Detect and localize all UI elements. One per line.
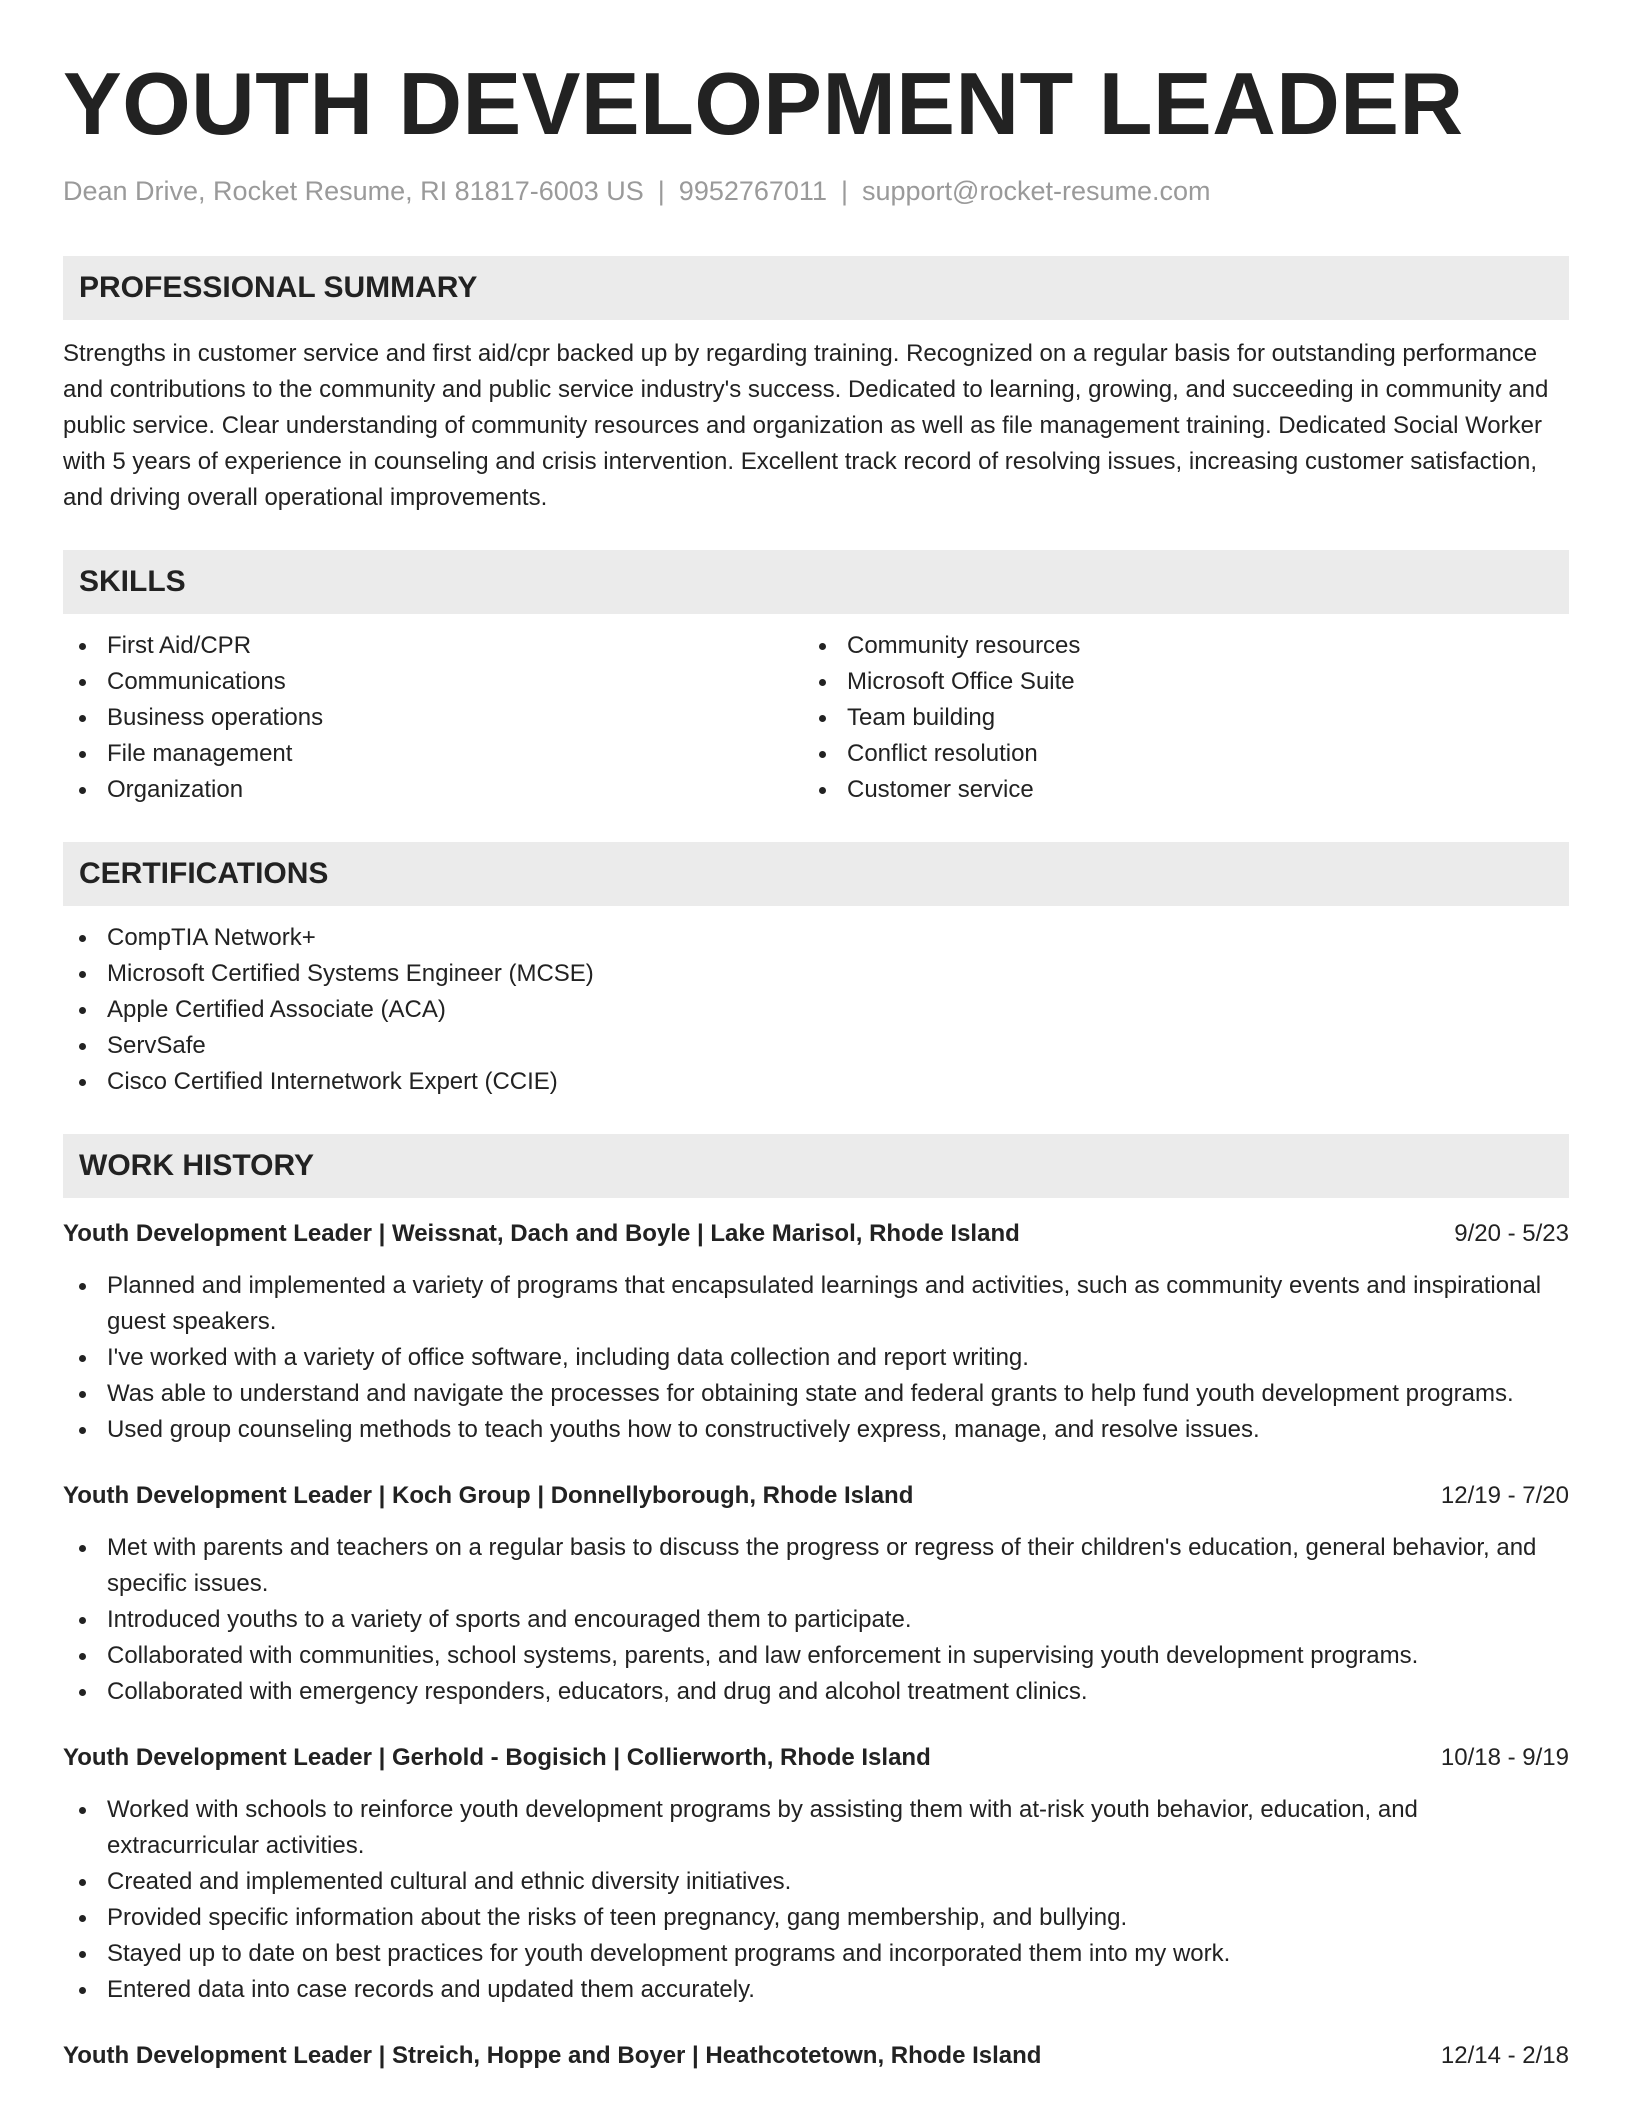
job-title: Youth Development Leader | Koch Group | Donnellyborough, Rhode Island: [63, 1482, 914, 1509]
job-entry: [63, 2038, 1569, 2074]
job-title: Youth Development Leader | Weissnat, Dach and Boyle | Lake Marisol, Rhode Island: [63, 1220, 1020, 1247]
contact-line: [63, 174, 1569, 208]
job-dates: 12/19 - 7/20: [1440, 1482, 1569, 1509]
contact-separator: |: [840, 176, 848, 206]
job-dates: 9/20 - 5/23: [1454, 1220, 1569, 1247]
skill-item: Communications: [63, 664, 803, 700]
summary-text: Strengths in customer service and first aid/cpr backed up by regarding training. Recognized on a regular basis for outstanding performance and contributions to the community and public service industry's success. Dedicated to learning, growing, and succeeding in community and public service. Clear understanding of community resources and organization as well as file management training. Dedicated Social Worker with 5 years of experience in counseling and crisis intervention. Excellent track record of resolving issues, increasing customer satisfaction, and driving overall operational improvements.: [63, 340, 1549, 511]
certifications-heading: CERTIFICATIONS: [63, 842, 1569, 906]
job-bullet: Entered data into case records and updated them accurately.: [63, 1972, 1569, 2008]
job-entry: [63, 1740, 1569, 2008]
job-bullet: Planned and implemented a variety of programs that encapsulated learnings and activities, such as community events and inspirational guest speakers.: [63, 1268, 1569, 1340]
job-header: [63, 1216, 1569, 1252]
job-bullets: [63, 1792, 1569, 2008]
skill-item: Community resources: [803, 628, 1543, 664]
job-bullet: Met with parents and teachers on a regular basis to discuss the progress or regress of their children's education, general behavior, and specific issues.: [63, 1530, 1569, 1602]
job-bullet: Collaborated with emergency responders, educators, and drug and alcohol treatment clinics.: [63, 1674, 1569, 1710]
job-header: [63, 1478, 1569, 1514]
job-bullets: [63, 1530, 1569, 1710]
job-bullet: Provided specific information about the risks of teen pregnancy, gang membership, and bullying.: [63, 1900, 1569, 1936]
contact-phone: 9952767011: [678, 176, 827, 206]
job-bullet: Worked with schools to reinforce youth development programs by assisting them with at-risk youth behavior, education, and extracurricular activities.: [63, 1792, 1569, 1864]
job-header: [63, 1740, 1569, 1776]
job-title: Youth Development Leader | Streich, Hoppe and Boyer | Heathcotetown, Rhode Island: [63, 2042, 1042, 2069]
skill-item: Team building: [803, 700, 1543, 736]
job-bullet: Collaborated with communities, school systems, parents, and law enforcement in supervising youth development programs.: [63, 1638, 1569, 1674]
skill-item: Microsoft Office Suite: [803, 664, 1543, 700]
job-bullet: Created and implemented cultural and ethnic diversity initiatives.: [63, 1864, 1569, 1900]
skill-item: Organization: [63, 772, 803, 808]
job-dates: 10/18 - 9/19: [1440, 1744, 1569, 1771]
skills-list-right: [803, 628, 1543, 808]
skills-list-left: [63, 628, 803, 808]
skill-item: File management: [63, 736, 803, 772]
summary-section: [63, 256, 1569, 516]
skill-item: Conflict resolution: [803, 736, 1543, 772]
job-bullets: [63, 1268, 1569, 1448]
certification-item: Cisco Certified Internetwork Expert (CCIE): [63, 1064, 1569, 1100]
job-bullet: Stayed up to date on best practices for youth development programs and incorporated them into my work.: [63, 1936, 1569, 1972]
skill-item: Customer service: [803, 772, 1543, 808]
summary-heading: PROFESSIONAL SUMMARY: [63, 256, 1569, 320]
job-bullet: I've worked with a variety of office software, including data collection and report writing.: [63, 1340, 1569, 1376]
contact-separator: |: [657, 176, 665, 206]
resume-name: YOUTH DEVELOPMENT LEADER: [63, 54, 1464, 153]
certification-item: CompTIA Network+: [63, 920, 1569, 956]
work-history-section: [63, 1134, 1569, 2074]
skills-columns: [63, 628, 1569, 808]
certification-item: ServSafe: [63, 1028, 1569, 1064]
job-title: Youth Development Leader | Gerhold - Bogisich | Collierworth, Rhode Island: [63, 1744, 931, 1771]
job-entry: [63, 1216, 1569, 1448]
job-bullet: Introduced youths to a variety of sports and encouraged them to participate.: [63, 1602, 1569, 1638]
job-bullet: Used group counseling methods to teach youths how to constructively express, manage, and resolve issues.: [63, 1412, 1569, 1448]
skill-item: First Aid/CPR: [63, 628, 803, 664]
certification-item: Apple Certified Associate (ACA): [63, 992, 1569, 1028]
contact-address: Dean Drive, Rocket Resume, RI 81817-6003 US: [63, 176, 644, 206]
skill-item: Business operations: [63, 700, 803, 736]
certifications-list: [63, 920, 1569, 1100]
certifications-section: [63, 842, 1569, 1100]
skills-heading: SKILLS: [63, 550, 1569, 614]
job-entry: [63, 1478, 1569, 1710]
work-history-heading: WORK HISTORY: [63, 1134, 1569, 1198]
job-header: [63, 2038, 1569, 2074]
contact-email: support@rocket-resume.com: [861, 176, 1211, 206]
job-bullet: Was able to understand and navigate the processes for obtaining state and federal grants to help fund youth development programs.: [63, 1376, 1569, 1412]
skills-section: [63, 550, 1569, 808]
certification-item: Microsoft Certified Systems Engineer (MCSE): [63, 956, 1569, 992]
job-dates: 12/14 - 2/18: [1440, 2042, 1569, 2069]
